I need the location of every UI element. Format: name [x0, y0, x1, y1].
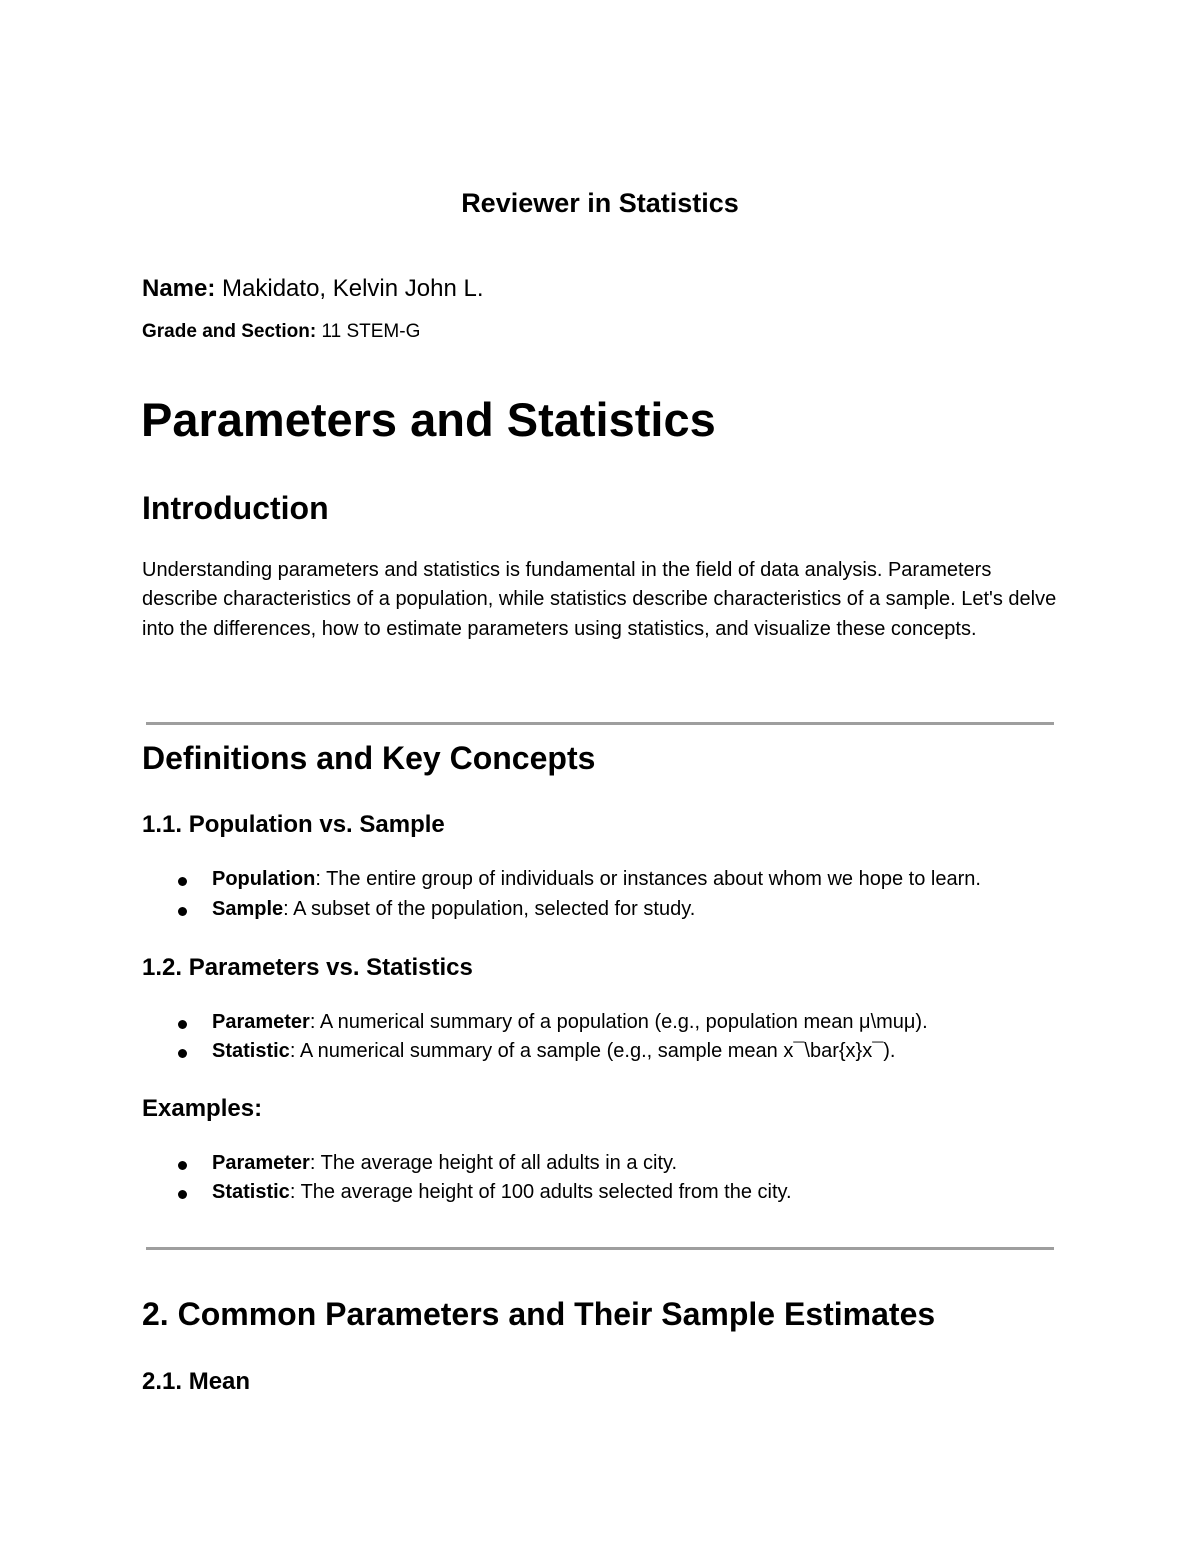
bullet-icon	[178, 1190, 187, 1199]
definition: : A numerical summary of a population (e.g., population mean μ\muμ).	[309, 1011, 928, 1033]
grade-section	[142, 321, 420, 343]
name-value: Makidato, Kelvin John L.	[215, 275, 484, 302]
term: Statistic	[212, 1040, 290, 1062]
bullet-icon	[178, 1161, 187, 1170]
param-stat-heading: 1.2. Parameters vs. Statistics	[142, 954, 473, 981]
term: Statistic	[212, 1181, 290, 1203]
term: Population	[212, 868, 316, 890]
section-divider	[146, 1247, 1054, 1250]
definition: : The average height of 100 adults selected from the city.	[289, 1181, 792, 1203]
bullet-icon	[178, 1049, 187, 1058]
definition: : The average height of all adults in a city.	[309, 1152, 678, 1174]
bullet-icon	[178, 877, 187, 886]
document-title: Reviewer in Statistics	[461, 188, 739, 218]
definition: : A numerical summary of a sample (e.g., sample mean x¯\bar{x}x¯).	[289, 1040, 896, 1062]
introduction-heading: Introduction	[142, 490, 329, 526]
definition: : The entire group of individuals or instances about whom we hope to learn.	[315, 868, 981, 890]
term: Sample	[212, 898, 284, 920]
pop-sample-heading: 1.1. Population vs. Sample	[142, 811, 445, 838]
introduction-paragraph: Understanding parameters and statistics is fundamental in the field of data analysis. Parameters describe characteristics of a population, while statistics describe characteristics of a sample. Let's delve into the differences, how to estimate parameters using statistics, and visualize these concepts.	[142, 559, 1057, 640]
term: Parameter	[212, 1152, 310, 1174]
grade-label: Grade and Section:	[142, 321, 317, 342]
bullet-icon	[178, 907, 187, 916]
definition: : A subset of the population, selected for study.	[283, 898, 696, 920]
term: Parameter	[212, 1011, 310, 1033]
definitions-heading: Definitions and Key Concepts	[142, 740, 596, 776]
section-divider	[146, 722, 1054, 725]
examples-heading: Examples:	[142, 1095, 263, 1122]
name-label: Name:	[142, 275, 216, 302]
mean-heading: 2.1. Mean	[142, 1368, 251, 1395]
main-heading: Parameters and Statistics	[141, 393, 716, 446]
student-name	[142, 275, 484, 303]
common-parameters-heading: 2. Common Parameters and Their Sample Estimates	[142, 1296, 936, 1332]
grade-value: 11 STEM-G	[316, 321, 421, 342]
bullet-icon	[178, 1020, 187, 1029]
